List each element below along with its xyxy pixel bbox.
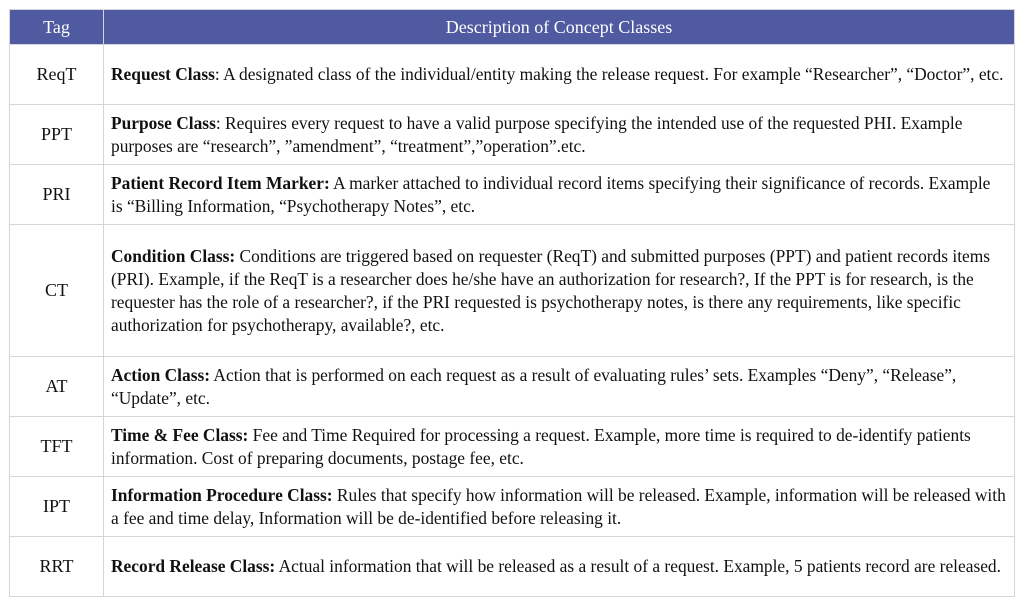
class-description: : A designated class of the individual/entity making the release request. For example “Researcher”, “Doctor”, etc. xyxy=(214,64,1004,84)
table-row xyxy=(10,357,1015,417)
class-description: Rules that specify how information will be released. Example, information will be released with a fee and time delay, Information will be de-identified before releasing it. xyxy=(111,484,1006,528)
concept-classes-table-container xyxy=(9,9,1014,597)
description-cell xyxy=(104,45,1015,105)
description-cell xyxy=(104,225,1015,357)
table-row xyxy=(10,537,1015,597)
class-label: Request Class xyxy=(111,64,215,84)
class-label: Action Class: xyxy=(111,364,211,385)
class-description: Conditions are triggered based on requester (ReqT) and submitted purposes (PPT) and patient records items (PRI). Example, if the ReqT is a researcher does he/she have an authorization for research?, If the PPT is for research, is the requester has the role of a researcher?, if the PRI requested is psychotherapy notes, is there any requirements, like specific authorization for psychotherapy, available?, etc. xyxy=(111,245,991,335)
table-row xyxy=(10,105,1015,165)
class-label: Record Release Class: xyxy=(111,556,276,576)
tag-cell: RRT xyxy=(10,537,104,597)
tag-cell: IPT xyxy=(10,477,104,537)
tag-cell: AT xyxy=(10,357,104,417)
description-cell xyxy=(104,165,1015,225)
class-description: Fee and Time Required for processing a request. Example, more time is required to de-identify patients information. Cost of preparing documents, postage fee, etc. xyxy=(111,424,971,468)
header-tag: Tag xyxy=(10,10,104,45)
description-cell xyxy=(104,477,1015,537)
concept-classes-table xyxy=(9,9,1015,597)
class-description: Action that is performed on each request as a result of evaluating rules’ sets. Examples “Deny”, “Release”, “Update”, etc. xyxy=(111,364,957,408)
table-row xyxy=(10,225,1015,357)
header-description: Description of Concept Classes xyxy=(104,10,1015,45)
class-label: Time & Fee Class: xyxy=(111,424,249,445)
tag-cell: CT xyxy=(10,225,104,357)
table-row xyxy=(10,165,1015,225)
description-cell xyxy=(104,357,1015,417)
tag-cell: ReqT xyxy=(10,45,104,105)
class-label: Condition Class: xyxy=(111,245,236,266)
class-label: Purpose Class xyxy=(111,112,216,133)
tag-cell: TFT xyxy=(10,417,104,477)
class-description: A marker attached to individual record items specifying their significance of records. Example is “Billing Information, “Psychotherapy Notes”, etc. xyxy=(111,172,991,216)
tag-cell: PPT xyxy=(10,105,104,165)
description-cell xyxy=(104,417,1015,477)
header-row xyxy=(10,10,1015,45)
class-label: Information Procedure Class: xyxy=(111,484,333,505)
description-cell xyxy=(104,105,1015,165)
class-description: Actual information that will be released as a result of a request. Example, 5 patients record are released. xyxy=(275,556,1001,576)
class-description: : Requires every request to have a valid purpose specifying the intended use of the requested PHI. Example purposes are “research”, ”amendment”, “treatment”,”operation”.etc. xyxy=(111,112,963,156)
tag-cell: PRI xyxy=(10,165,104,225)
table-row xyxy=(10,45,1015,105)
class-label: Patient Record Item Marker: xyxy=(111,172,330,193)
table-row xyxy=(10,477,1015,537)
table-row xyxy=(10,417,1015,477)
description-cell xyxy=(104,537,1015,597)
